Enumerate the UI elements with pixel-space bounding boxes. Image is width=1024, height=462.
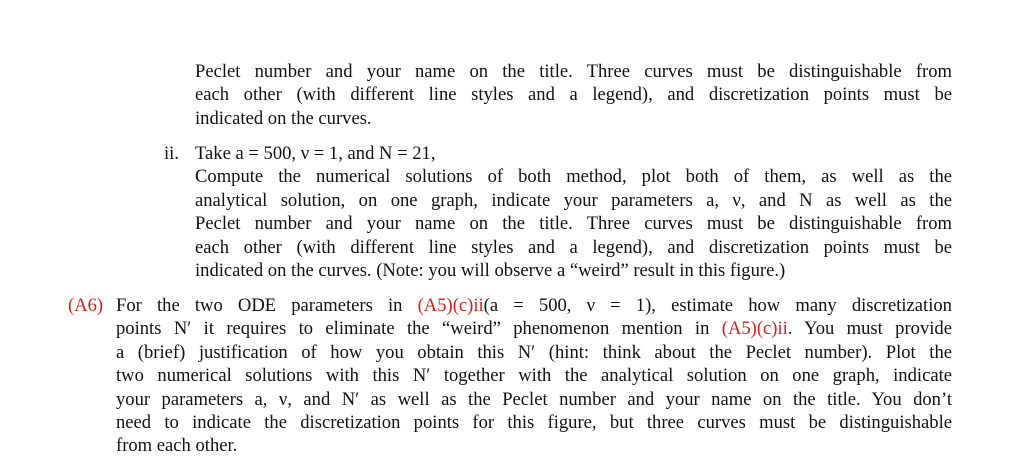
text-line: need to indicate the discretization points for this figure, but three curves must be distinguishable bbox=[116, 411, 952, 433]
text-line: a (brief) justification of how you obtain this N′ (hint: think about the Peclet number). Plot the bbox=[116, 341, 952, 363]
text-line: indicated on the curves. (Note: you will observe a “weird” result in this figure.) bbox=[195, 259, 786, 281]
text-line: indicated on the curves. bbox=[195, 107, 372, 129]
continued-paragraph bbox=[195, 60, 952, 130]
text-segment: points N′ it requires to eliminate the “weird” phenomenon mention in bbox=[116, 318, 710, 340]
text-segment: (a = 500, ν = 1), estimate how many discretization bbox=[483, 295, 952, 316]
text-line: from each other. bbox=[116, 435, 238, 457]
text-line: each other (with different line styles and a legend), and discretization points must be bbox=[195, 236, 952, 258]
text-segment: For the two ODE parameters in bbox=[116, 295, 403, 316]
text-segment: . You must provide bbox=[787, 318, 952, 340]
item-a6-paragraph bbox=[116, 294, 952, 458]
item-ii-paragraph bbox=[195, 142, 952, 282]
text-line: each other (with different line styles and a legend), and discretization points must be bbox=[195, 84, 952, 106]
text-line: analytical solution, on one graph, indicate your parameters a, ν, and N as well as the bbox=[195, 189, 952, 211]
cross-reference-link[interactable]: (A5)(c)ii bbox=[721, 318, 788, 340]
item-ii-label: ii. bbox=[164, 143, 179, 164]
text-line: Peclet number and your name on the title. Three curves must be distinguishable from bbox=[195, 61, 952, 82]
text-line: two numerical solutions with this N′ together with the analytical solution on one graph, indicate bbox=[116, 365, 952, 387]
cross-reference-link[interactable]: (A5)(c)ii bbox=[417, 295, 484, 316]
item-a6-label: (A6) bbox=[68, 295, 104, 316]
text-line: Take a = 500, ν = 1, and N = 21, bbox=[195, 143, 436, 164]
text-line bbox=[116, 294, 952, 317]
text-line bbox=[116, 317, 952, 340]
text-line: Compute the numerical solutions of both method, plot both of them, as well as the bbox=[195, 166, 952, 188]
text-line: your parameters a, ν, and N′ as well as the Peclet number and your name on the title. You don’t bbox=[116, 388, 952, 410]
text-line: Peclet number and your name on the title. Three curves must be distinguishable from bbox=[195, 213, 952, 235]
